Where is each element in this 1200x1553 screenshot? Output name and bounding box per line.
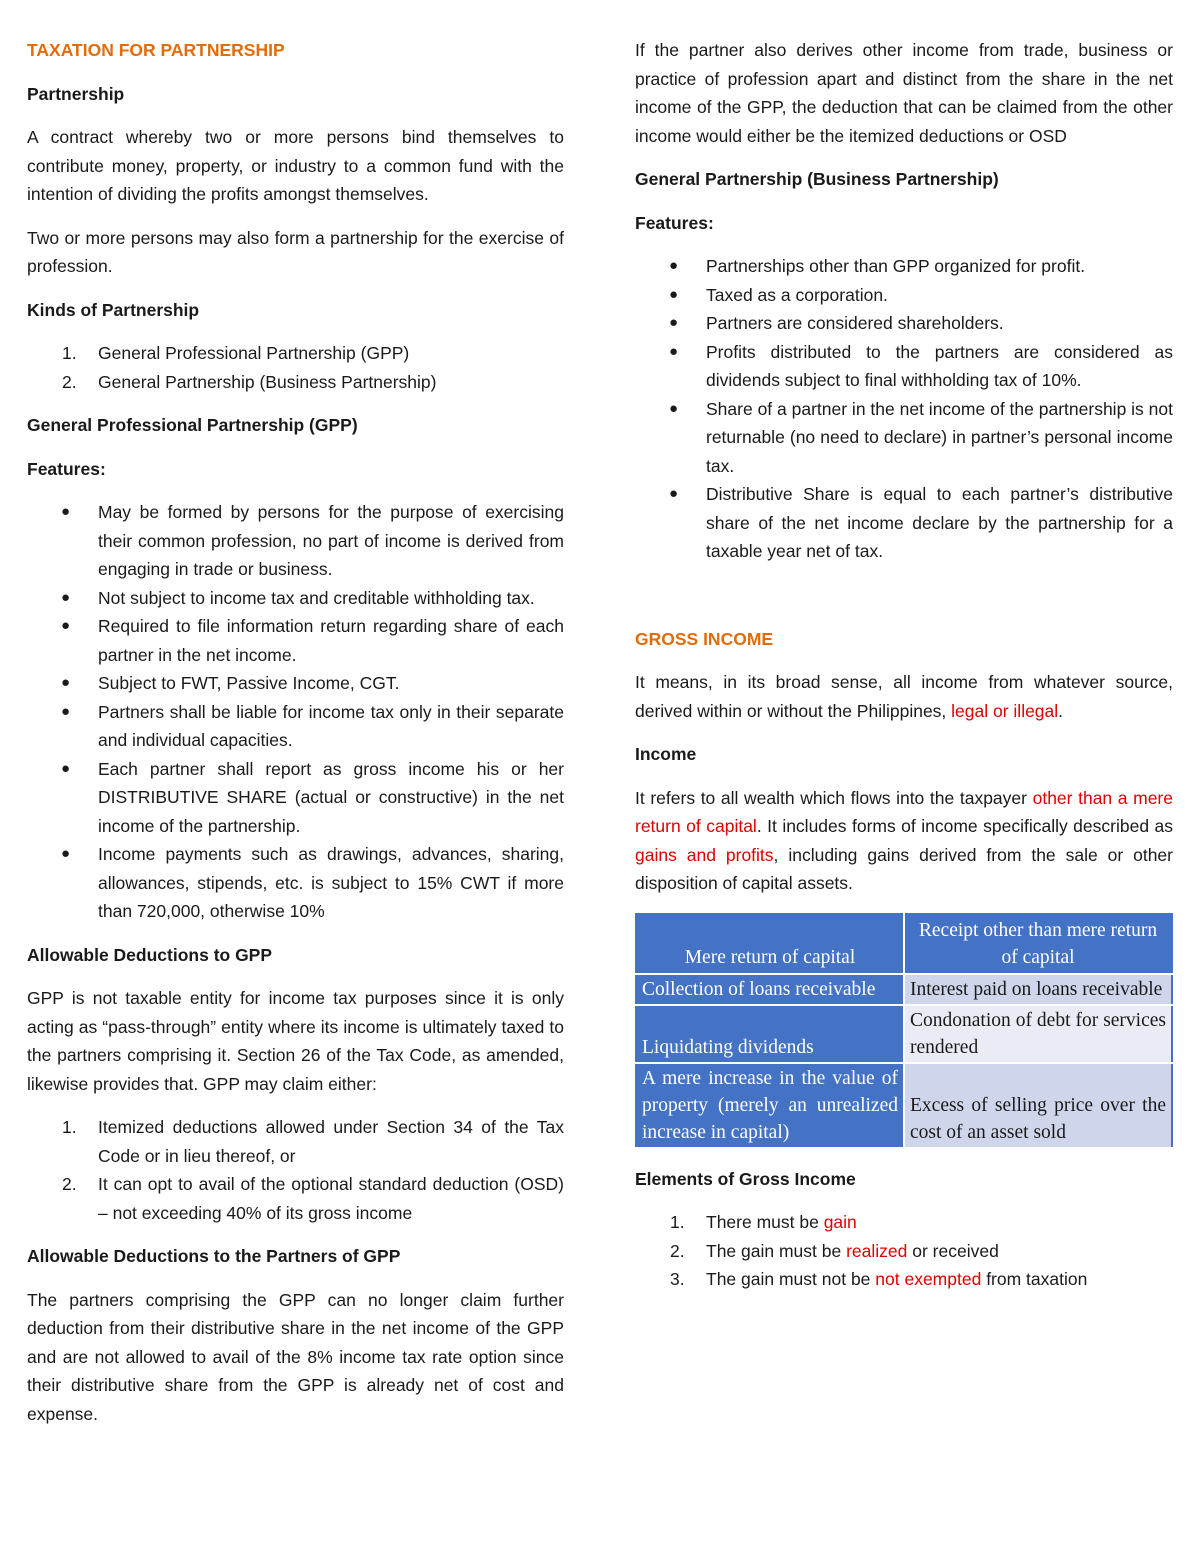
gross-income-text: [635, 668, 1173, 725]
list-item-text: Partners shall be liable for income tax only in their separate and individual capacities.: [98, 701, 564, 750]
list-item: [27, 1113, 564, 1170]
deductions-heading: Allowable Deductions to GPP: [27, 944, 273, 965]
bullet-icon: ●: [61, 617, 71, 634]
list-number: 3.: [670, 1269, 685, 1289]
gpp-features-heading: Features:: [27, 458, 106, 479]
kinds-list: [27, 339, 564, 396]
gbp-heading: General Partnership (Business Partnership): [635, 169, 999, 189]
list-item-text: Distributive Share is equal to each partner’s distributive share of the net income declare by the partnership for a taxable year net of tax.: [706, 484, 1173, 561]
bullet-icon: ●: [61, 759, 71, 777]
element-text-post: from taxation: [981, 1269, 1088, 1289]
list-item: [27, 584, 564, 613]
capital-comparison-table: [635, 913, 1173, 1149]
income-emphasis-1: other than a mere return of capital: [635, 787, 1173, 836]
bullet-icon: ●: [669, 399, 679, 417]
list-item: [635, 1237, 1173, 1266]
income-text-c: , including gains derived from the sale or other disposition of capital assets.: [635, 844, 1173, 893]
table-cell: Excess of selling price over the cost of an asset sold: [904, 1063, 1172, 1148]
right-column: [635, 36, 1173, 1309]
table-cell: Interest paid on loans receivable: [904, 974, 1172, 1005]
table-header-row: [636, 914, 1172, 974]
list-item: [27, 698, 564, 755]
table-cell: Collection of loans receivable: [636, 974, 904, 1005]
list-item-text: May be formed by persons for the purpose of exercising their common profession, no part of income is derived from engaging in trade or business.: [98, 502, 564, 579]
bullet-icon: ●: [61, 588, 71, 606]
list-number: 2.: [62, 1174, 77, 1194]
income-text: [635, 784, 1173, 898]
list-item: [635, 252, 1173, 281]
partners-deductions-text: The partners comprising the GPP can no longer claim further deduction from their distributive share in the net income of the GPP and are not allowed to avail of the 8% income tax rate option since their distributive share from the GPP is already net of cost and expense.: [27, 1289, 564, 1424]
table-cell: A mere increase in the value of property (merely an unrealized increase in capital): [636, 1063, 904, 1148]
list-item-text: Required to file information return regarding share of each partner in the net income.: [98, 616, 564, 665]
bullet-icon: ●: [669, 314, 679, 331]
table-cell: Liquidating dividends: [636, 1005, 904, 1063]
deduction-options-list: [27, 1113, 564, 1227]
element-text-pre: The gain must be: [706, 1240, 847, 1261]
bullet-icon: ●: [669, 285, 679, 303]
element-text-pre: There must be: [706, 1212, 824, 1232]
income-text-b: . It includes forms of income specifically described as: [756, 816, 1173, 836]
list-item-text: Subject to FWT, Passive Income, CGT.: [98, 673, 400, 693]
table-header: Mere return of capital: [636, 914, 904, 974]
bullet-icon: ●: [61, 845, 71, 862]
list-item: [27, 755, 564, 841]
gbp-features-list: [635, 252, 1173, 566]
list-item-text: Each partner shall report as gross income his or her DISTRIBUTIVE SHARE (actual or constructive) in the net income of the partnership.: [98, 758, 564, 836]
list-item: [27, 840, 564, 926]
document-title: TAXATION FOR PARTNERSHIP: [27, 40, 285, 60]
income-text-a: It refers to all wealth which flows into the taxpayer: [635, 787, 1033, 808]
income-emphasis-2: gains and profits: [635, 844, 774, 865]
list-item: [27, 669, 564, 698]
element-text-pre: The gain must not be: [706, 1269, 876, 1289]
income-heading: Income: [635, 744, 697, 764]
list-item: [635, 1265, 1173, 1294]
gpp-heading: General Professional Partnership (GPP): [27, 415, 358, 435]
list-number: 2.: [670, 1240, 685, 1261]
deductions-text: GPP is not taxable entity for income tax purposes since it is only acting as “pass-through” entity where its income is ultimately taxed to the partners comprising it. Section 26 of the Tax Code, as amended, likewise provides that. GPP may claim either:: [27, 988, 564, 1094]
partnership-heading: Partnership: [27, 83, 125, 104]
gross-income-text-a: It means, in its broad sense, all income from whatever source, derived within or without the Philippines,: [635, 672, 1173, 721]
table-row: [636, 1005, 1172, 1063]
list-item-text: Itemized deductions allowed under Section 34 of the Tax Code or in lieu thereof, or: [98, 1117, 564, 1166]
gbp-features-heading: Features:: [635, 212, 714, 233]
bullet-icon: ●: [61, 702, 71, 720]
list-item-text: General Partnership (Business Partnership): [98, 371, 437, 392]
gross-income-emphasis: legal or illegal: [951, 700, 1059, 721]
list-item: [635, 1208, 1173, 1237]
bullet-icon: ●: [61, 674, 71, 691]
other-income-text: If the partner also derives other income from trade, business or practice of profession apart and distinct from the share in the net income of the GPP, the deduction that can be claimed from the other income would either be the itemized deductions or OSD: [635, 40, 1173, 146]
element-emphasis: not exempted: [875, 1269, 982, 1289]
list-item-text: Partnerships other than GPP organized for profit.: [706, 256, 1086, 276]
partnership-profession-text: Two or more persons may also form a partnership for the exercise of profession.: [27, 227, 564, 276]
left-column: [27, 36, 564, 1443]
list-item-text: Profits distributed to the partners are considered as dividends subject to final withholding tax of 10%.: [706, 341, 1173, 390]
list-item-text: It can opt to avail of the optional standard deduction (OSD) – not exceeding 40% of its gross income: [98, 1174, 564, 1223]
partnership-definition: A contract whereby two or more persons bind themselves to contribute money, property, or industry to a common fund with the intention of dividing the profits amongst themselves.: [27, 127, 564, 204]
list-item: [27, 339, 564, 368]
list-item-text: General Professional Partnership (GPP): [98, 343, 410, 363]
table-header: Receipt other than mere return of capital: [904, 914, 1172, 974]
list-item: [27, 498, 564, 584]
bullet-icon: ●: [61, 503, 71, 520]
list-item: [635, 281, 1173, 310]
list-item-text: Partners are considered shareholders.: [706, 313, 1004, 333]
list-item: [27, 612, 564, 669]
list-item: [635, 395, 1173, 481]
list-item: [635, 480, 1173, 566]
bullet-icon: ●: [669, 342, 679, 360]
list-item-text: Not subject to income tax and creditable withholding tax.: [98, 587, 535, 608]
gpp-features-list: [27, 498, 564, 926]
elements-list: [635, 1208, 1173, 1294]
list-number: 2.: [62, 371, 77, 392]
list-item: [27, 1170, 564, 1227]
partners-deductions-heading: Allowable Deductions to the Partners of GPP: [27, 1246, 401, 1266]
list-number: 1.: [670, 1212, 685, 1232]
list-item-text: Taxed as a corporation.: [706, 284, 888, 305]
list-item: [635, 309, 1173, 338]
list-number: 1.: [62, 1117, 77, 1137]
bullet-icon: ●: [669, 485, 679, 502]
elements-heading: Elements of Gross Income: [635, 1168, 856, 1189]
table-row: [636, 974, 1172, 1005]
section-spacer: [635, 581, 1173, 625]
list-item-text: Share of a partner in the net income of the partnership is not returnable (no need to declare) in partner’s personal income tax.: [706, 398, 1173, 476]
bullet-icon: ●: [669, 257, 679, 274]
kinds-heading: Kinds of Partnership: [27, 299, 200, 320]
element-text-post: or received: [907, 1240, 999, 1261]
table-row: [636, 1063, 1172, 1148]
list-item: [635, 338, 1173, 395]
element-emphasis: realized: [846, 1240, 908, 1261]
table-cell: Condonation of debt for services rendered: [904, 1005, 1172, 1063]
gross-income-text-b: .: [1058, 700, 1064, 721]
gross-income-heading: GROSS INCOME: [635, 628, 774, 649]
list-item: [27, 368, 564, 397]
list-item-text: Income payments such as drawings, advances, sharing, allowances, stipends, etc. is subject to 15% CWT if more than 720,000, otherwise 10%: [98, 844, 564, 921]
element-emphasis: gain: [823, 1212, 857, 1232]
list-number: 1.: [62, 343, 77, 363]
